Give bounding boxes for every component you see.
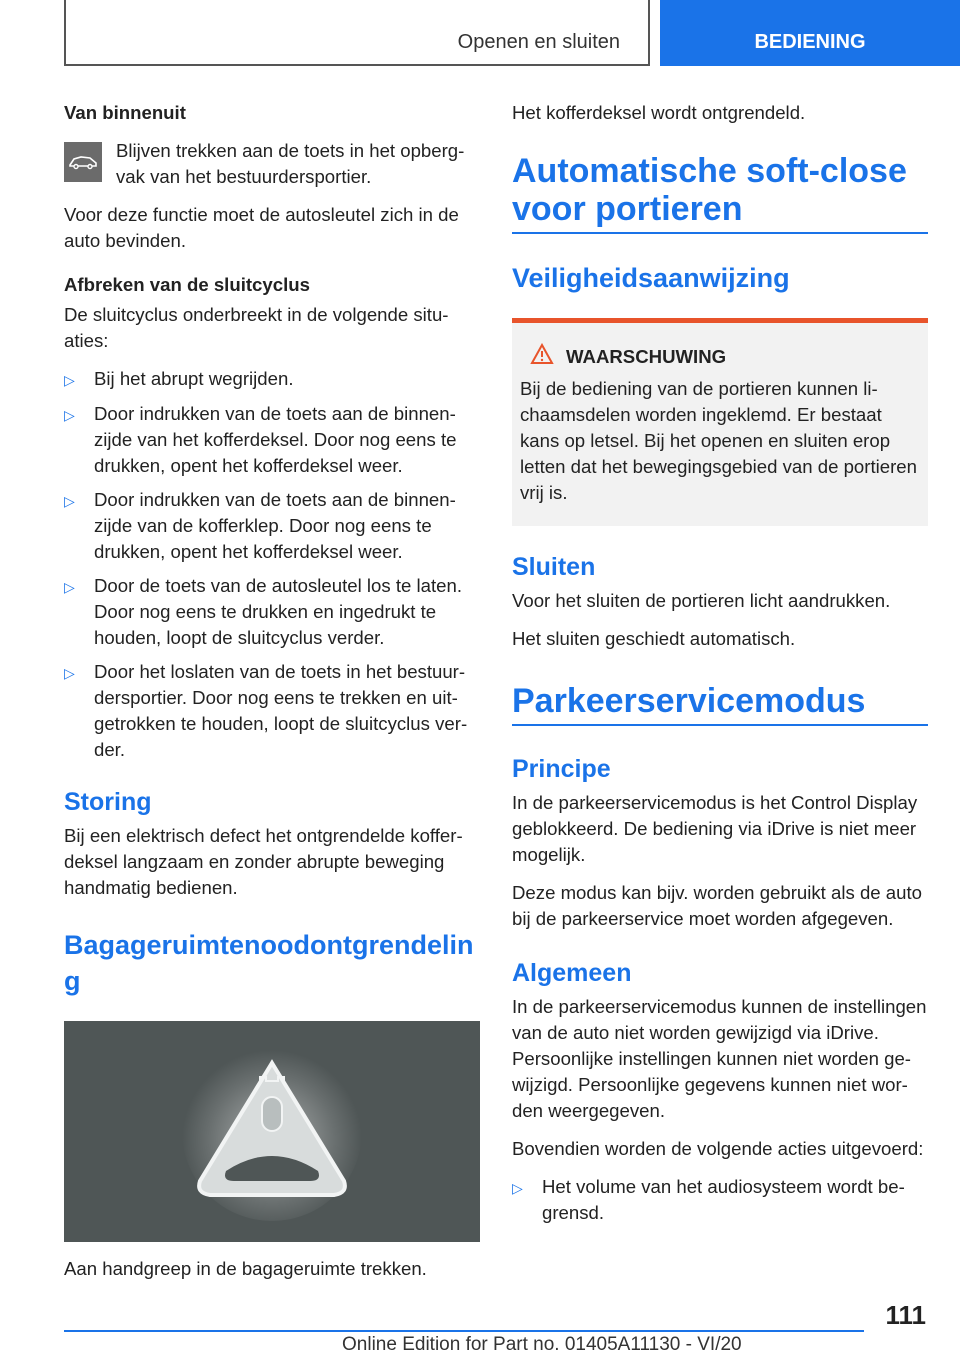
heading-bagageruimte: Bagageruimtenoodontgrendelin g xyxy=(64,930,474,996)
paragraph-principe-1: In de parkeerservicemodus is het Control Display geblokkeerd. De bediening via iDrive is niet meer mogelijk. xyxy=(512,792,918,865)
paragraph-sluiten-1: Voor het sluiten de portieren licht aandrukken. xyxy=(512,590,891,611)
list-item: ▷ Door het loslaten van de toets in het bestuurdersportier. Door nog eens te trekken en uitgetrokken te houden, loopt de sluitcyclus verder. xyxy=(64,659,480,763)
heading-soft-close: Automatische soft-close voor portieren xyxy=(512,152,928,234)
paragraph-storing: Bij een elektrisch defect het ontgrendelde kofferdeksel langzaam en zonder abrupte beweging handmatig bedienen. xyxy=(64,825,463,898)
bullet-list-afbreken xyxy=(64,366,480,763)
footer-divider xyxy=(64,1330,864,1332)
list-item: ▷ Door de toets van de autosleutel los te laten. Door nog eens te drukken en ingedrukt te houden, loopt de sluitcyclus verder. xyxy=(64,573,480,651)
header-chapter-title: BEDIENING xyxy=(754,31,866,53)
warning-box xyxy=(512,318,928,526)
footer-edition: Online Edition for Part no. 01405A11130 - VI/20 xyxy=(342,1334,742,1355)
warning-title-row xyxy=(520,343,920,370)
list-item: ▷ Bij het abrupt wegrijden. xyxy=(64,366,480,393)
handgreep-illustration xyxy=(64,1021,480,1242)
triangle-right-icon: ▷ xyxy=(64,579,75,595)
paragraph-functie: Voor deze functie moet de autosleutel zich in de auto bevinden. xyxy=(64,204,459,251)
warning-title: WAARSCHUWING xyxy=(566,345,727,367)
left-column xyxy=(64,100,480,1282)
header-section-title: Openen en sluiten xyxy=(457,31,620,53)
heading-afbreken: Afbreken van de sluitcyclus xyxy=(64,274,310,295)
car-icon xyxy=(64,142,102,182)
page-number: 111 xyxy=(885,1300,926,1330)
list-item: ▷ Het volume van het audiosysteem wordt begrensd. xyxy=(512,1174,928,1226)
list-item: ▷ Door indrukken van de toets aan de binnenzijde van de kofferklep. Door nog eens te drukken, opent het kofferdeksel weer. xyxy=(64,487,480,565)
paragraph-sluiten-2: Het sluiten geschiedt automatisch. xyxy=(512,628,796,649)
triangle-right-icon: ▷ xyxy=(64,665,75,681)
paragraph-principe-2: Deze modus kan bijv. worden gebruikt als de auto bij de parkeerservice moet worden afgegeven. xyxy=(512,882,922,929)
paragraph-afbreken: De sluitcyclus onderbreekt in de volgende situaties: xyxy=(64,304,449,351)
icon-paragraph xyxy=(64,138,480,190)
triangle-right-icon: ▷ xyxy=(64,372,75,388)
paragraph-kofferdeksel: Het kofferdeksel wordt ontgrendeld. xyxy=(512,102,806,123)
heading-parkeerservicemodus: Parkeerservicemodus xyxy=(512,682,928,726)
header-section-box xyxy=(64,0,650,66)
heading-sluiten: Sluiten xyxy=(512,553,596,581)
image-caption: Aan handgreep in de bagageruimte trekken. xyxy=(64,1258,427,1279)
heading-storing: Storing xyxy=(64,788,152,816)
header-chapter-tab xyxy=(660,0,960,66)
right-column xyxy=(512,100,928,1236)
list-item: ▷ Door indrukken van de toets aan de binnenzijde van het kofferdeksel. Door nog eens te drukken, opent het kofferdeksel weer. xyxy=(64,401,480,479)
heading-principe: Principe xyxy=(512,755,611,783)
warning-triangle-icon xyxy=(530,343,554,370)
bullet-list-acties xyxy=(512,1174,928,1226)
heading-veiligheid: Veiligheidsaanwijzing xyxy=(512,263,790,293)
icon-paragraph-text: Blijven trekken aan de toets in het opbergvak van het bestuurdersportier. xyxy=(116,140,465,187)
paragraph-algemeen-1: In de parkeerservicemodus kunnen de instellingen van de auto niet worden gewijzigd via iDrive. Persoonlijke instellingen kunnen niet worden gewijzigd. Persoonlijke gegevens kunnen niet worden weergegeven. xyxy=(512,996,927,1121)
paragraph-algemeen-2: Bovendien worden de volgende acties uitgevoerd: xyxy=(512,1138,924,1159)
triangle-right-icon: ▷ xyxy=(64,407,75,423)
triangle-right-icon: ▷ xyxy=(64,493,75,509)
triangle-right-icon: ▷ xyxy=(512,1180,523,1196)
heading-algemeen: Algemeen xyxy=(512,959,632,987)
heading-van-binnenuit: Van binnenuit xyxy=(64,102,186,123)
warning-text: Bij de bediening van de portieren kunnen lichaamsdelen worden ingeklemd. Er bestaat kans op letsel. Bij het openen en sluiten erop letten dat het bewegingsgebied van de portieren vrij is. xyxy=(520,378,917,503)
